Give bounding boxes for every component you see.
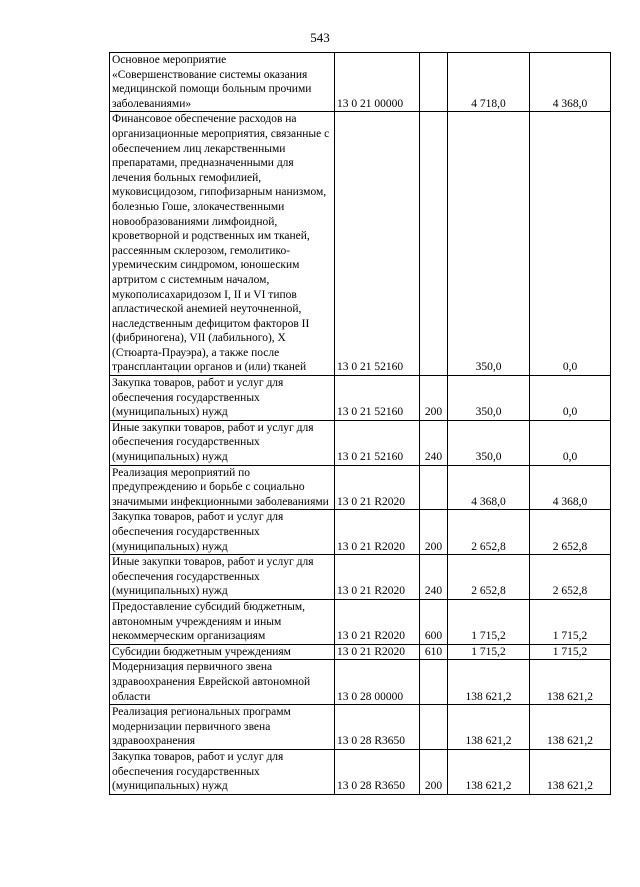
row-expense-type bbox=[420, 112, 448, 376]
row-code: 13 0 21 52160 bbox=[335, 112, 420, 376]
row-code: 13 0 21 52160 bbox=[335, 376, 420, 421]
row-expense-type: 200 bbox=[420, 376, 448, 421]
row-expense-type: 600 bbox=[420, 599, 448, 644]
row-name: Реализация региональных программ модернизации первичного звена здравоохранения bbox=[110, 705, 335, 750]
row-amount-1: 1 715,2 bbox=[448, 644, 530, 660]
row-code: 13 0 21 R2020 bbox=[335, 644, 420, 660]
row-code: 13 0 21 R2020 bbox=[335, 599, 420, 644]
row-expense-type bbox=[420, 705, 448, 750]
row-amount-1: 4 368,0 bbox=[448, 465, 530, 510]
row-code: 13 0 28 R3650 bbox=[335, 749, 420, 794]
row-expense-type: 240 bbox=[420, 555, 448, 600]
row-amount-2: 2 652,8 bbox=[530, 510, 611, 555]
row-amount-2: 0,0 bbox=[530, 376, 611, 421]
row-name: Реализация мероприятий по предупреждению и борьбе с социально значимыми инфекционными заболеваниями bbox=[110, 465, 335, 510]
table-row bbox=[110, 112, 611, 376]
row-code: 13 0 28 R3650 bbox=[335, 705, 420, 750]
row-amount-2: 138 621,2 bbox=[530, 660, 611, 705]
row-amount-1: 350,0 bbox=[448, 420, 530, 465]
row-name: Закупка товаров, работ и услуг для обеспечения государственных (муниципальных) нужд bbox=[110, 749, 335, 794]
row-amount-2: 4 368,0 bbox=[530, 465, 611, 510]
row-amount-2: 138 621,2 bbox=[530, 705, 611, 750]
row-expense-type: 200 bbox=[420, 510, 448, 555]
row-name: Иные закупки товаров, работ и услуг для обеспечения государственных (муниципальных) нужд bbox=[110, 420, 335, 465]
row-expense-type bbox=[420, 53, 448, 112]
row-name: Модернизация первичного звена здравоохранения Еврейской автономной области bbox=[110, 660, 335, 705]
table-row bbox=[110, 749, 611, 794]
table-row bbox=[110, 644, 611, 660]
row-amount-1: 138 621,2 bbox=[448, 660, 530, 705]
table-row bbox=[110, 53, 611, 112]
row-amount-2: 1 715,2 bbox=[530, 644, 611, 660]
row-expense-type: 240 bbox=[420, 420, 448, 465]
row-amount-1: 2 652,8 bbox=[448, 510, 530, 555]
row-expense-type bbox=[420, 660, 448, 705]
row-expense-type: 200 bbox=[420, 749, 448, 794]
row-amount-2: 2 652,8 bbox=[530, 555, 611, 600]
row-name: Предоставление субсидий бюджетным, автономным учреждениям и иным некоммерческим организациям bbox=[110, 599, 335, 644]
row-amount-2: 0,0 bbox=[530, 420, 611, 465]
row-amount-1: 350,0 bbox=[448, 376, 530, 421]
table-row bbox=[110, 510, 611, 555]
table-row bbox=[110, 376, 611, 421]
budget-table bbox=[109, 52, 611, 795]
row-amount-2: 0,0 bbox=[530, 112, 611, 376]
row-amount-1: 4 718,0 bbox=[448, 53, 530, 112]
table-row bbox=[110, 599, 611, 644]
table-row bbox=[110, 555, 611, 600]
row-code: 13 0 21 R2020 bbox=[335, 555, 420, 600]
row-expense-type: 610 bbox=[420, 644, 448, 660]
row-amount-1: 350,0 bbox=[448, 112, 530, 376]
row-code: 13 0 21 R2020 bbox=[335, 510, 420, 555]
row-name: Финансовое обеспечение расходов на организационные мероприятия, связанные с обеспечением лиц лекарственными препаратами, предназначенными для лечения больных гемофилией, муковисцидозом, гипофизарным нанизмом, болезнью Гоше, злокачественными новообразованиями лимфоидной, кроветворной и родственных им тканей, рассеянным склерозом, гемолитико-уремическим синдромом, юношеским артритом с системным началом, мукополисахаридозом I, II и VI типов апластической анемией неуточненной, наследственным дефицитом факторов II (фибриногена), VII (лабильного), X (Стюарта-Прауэра), а также после трансплантации органов и (или) тканей bbox=[110, 112, 335, 376]
row-name: Субсидии бюджетным учреждениям bbox=[110, 644, 335, 660]
row-amount-1: 138 621,2 bbox=[448, 705, 530, 750]
table-row bbox=[110, 705, 611, 750]
row-amount-2: 1 715,2 bbox=[530, 599, 611, 644]
row-name: Закупка товаров, работ и услуг для обеспечения государственных (муниципальных) нужд bbox=[110, 510, 335, 555]
row-code: 13 0 21 52160 bbox=[335, 420, 420, 465]
row-amount-2: 4 368,0 bbox=[530, 53, 611, 112]
table-row bbox=[110, 660, 611, 705]
row-name: Закупка товаров, работ и услуг для обеспечения государственных (муниципальных) нужд bbox=[110, 376, 335, 421]
row-expense-type bbox=[420, 465, 448, 510]
table-row bbox=[110, 420, 611, 465]
row-amount-1: 138 621,2 bbox=[448, 749, 530, 794]
table-row bbox=[110, 465, 611, 510]
row-amount-1: 2 652,8 bbox=[448, 555, 530, 600]
page-number: 543 bbox=[310, 30, 330, 45]
row-name: Иные закупки товаров, работ и услуг для обеспечения государственных (муниципальных) нужд bbox=[110, 555, 335, 600]
row-code: 13 0 21 00000 bbox=[335, 53, 420, 112]
row-name: Основное мероприятие «Совершенствование системы оказания медицинской помощи больным прочими заболеваниями» bbox=[110, 53, 335, 112]
row-code: 13 0 28 00000 bbox=[335, 660, 420, 705]
row-code: 13 0 21 R2020 bbox=[335, 465, 420, 510]
row-amount-1: 1 715,2 bbox=[448, 599, 530, 644]
row-amount-2: 138 621,2 bbox=[530, 749, 611, 794]
